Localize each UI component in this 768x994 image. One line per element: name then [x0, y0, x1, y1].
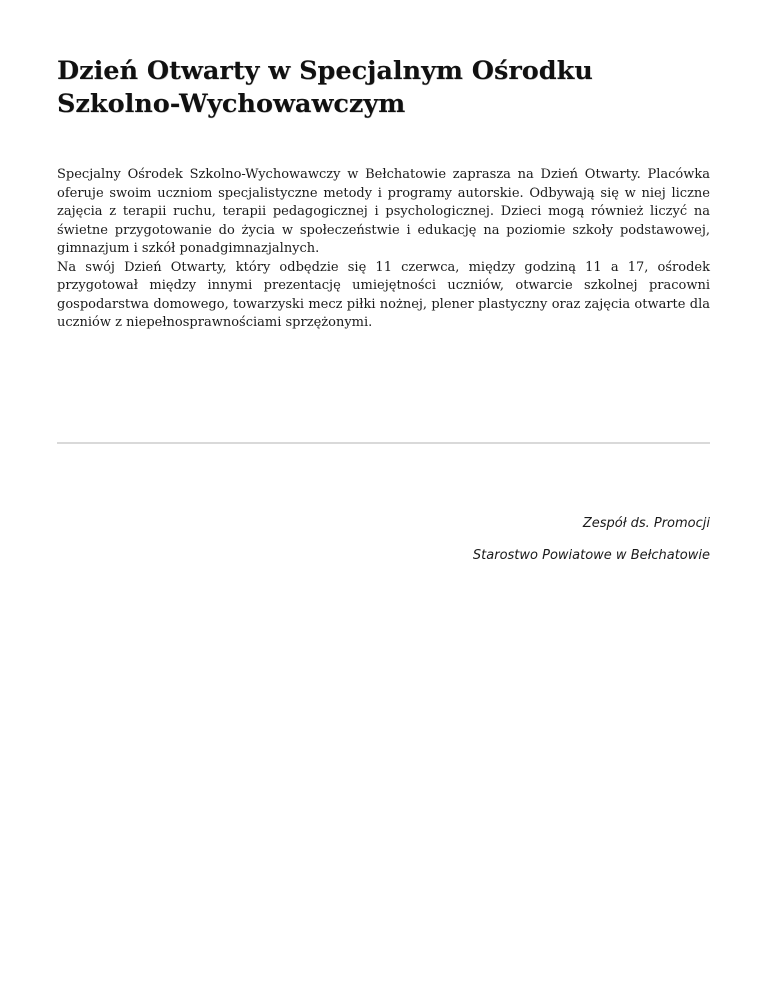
article-body — [57, 166, 710, 333]
paragraph-intro: Specjalny Ośrodek Szkolno-Wychowawczy w Bełchatowie zaprasza na Dzień Otwarty. Placówka oferuje swoim uczniom specjalistyczne metody i programy autorskie. Odbywają się w niej liczne zajęcia z terapii ruchu, terapii pedagogicznej i psychologicznej. Dzieci mogą również liczyć na świetne przygotowanie do życia w społeczeństwie i edukację na poziomie szkoły podstawowej, gimnazjum i szkół ponadgimnazjalnych. — [57, 167, 710, 256]
signature-team: Zespół ds. Promocji — [582, 516, 710, 531]
divider — [57, 442, 710, 444]
page-title: Dzień Otwarty w Specjalnym Ośrodku Szkolno-Wychowawczym — [57, 56, 593, 119]
signature-office: Starostwo Powiatowe w Bełchatowie — [472, 548, 710, 563]
paragraph-event-details: Na swój Dzień Otwarty, który odbędzie się 11 czerwca, między godziną 11 a 17, ośrodek przygotował między innymi prezentację umiejętności uczniów, otwarcie szkolnej pracowni gospodarstwa domowego, towarzyski mecz piłki nożnej, plener plastyczny oraz zajęcia otwarte dla uczniów z niepełnosprawnościami sprzężonymi. — [57, 259, 710, 330]
